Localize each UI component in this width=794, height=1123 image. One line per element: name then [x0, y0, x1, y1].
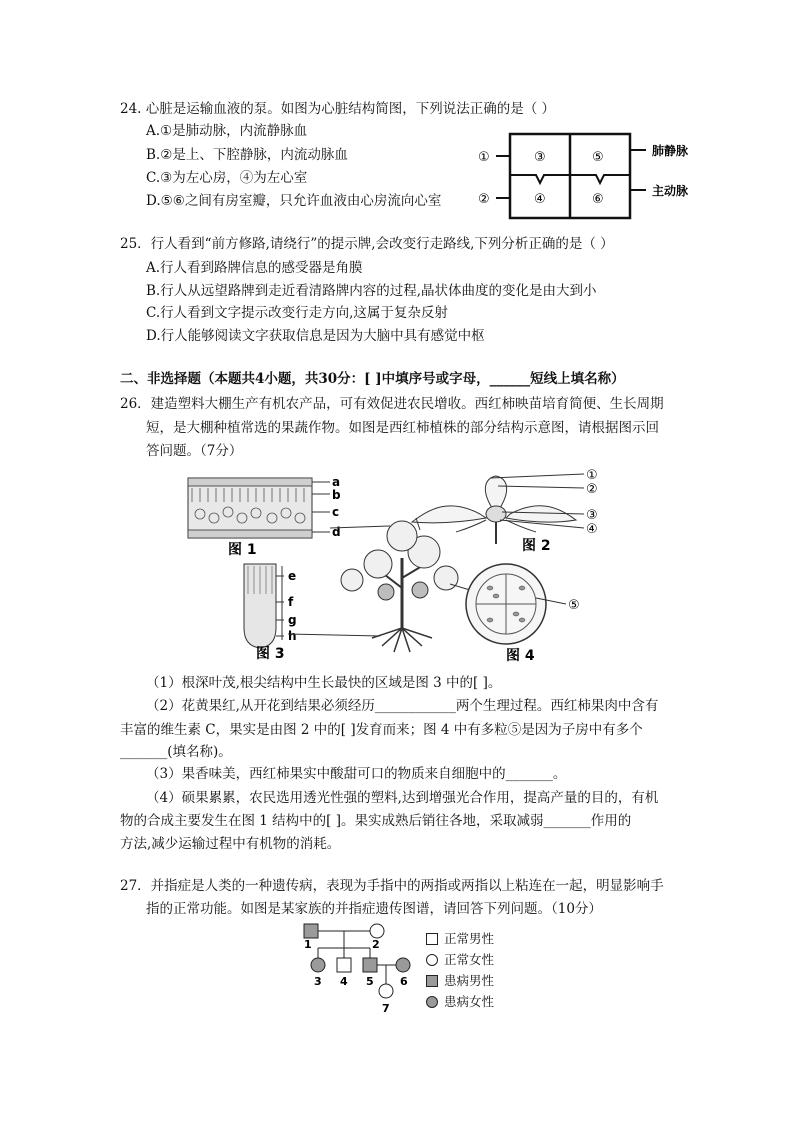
q25-stem: 25．行人看到“前方修路,请绕行”的提示牌,会改变行走路线,下列分析正确的是（ ）: [120, 236, 614, 252]
fig2-part-2: ②: [586, 482, 598, 497]
pedigree-individual-6: [396, 958, 410, 972]
fig3-root-tip: [244, 564, 297, 662]
filled-circle-icon: [426, 996, 438, 1008]
fig3-part-h: h: [288, 629, 297, 643]
fig4-fruit-section: [466, 564, 580, 664]
fig1-part-c: c: [332, 505, 340, 519]
q26-stem-line3: 答问题。（7分）: [146, 443, 243, 459]
q26-sub4-line3: 方法,减少运输过程中有机物的消耗。: [120, 836, 341, 852]
fig1-part-d: d: [332, 525, 341, 539]
fig2-flower: [412, 468, 598, 554]
heart-label-1: ①: [478, 150, 490, 165]
heart-chamber-3: ③: [534, 150, 546, 165]
q24-option-d: D.⑤⑥之间有房室瓣，只允许血液由心房流向心室: [146, 193, 442, 209]
q27-stem-line1: 27．并指症是人类的一种遗传病，表现为手指中的两指或两指以上粘连在一起，明显影响手: [120, 878, 664, 894]
fig1-part-b: b: [332, 488, 341, 502]
q26-sub4-line1: （4）硕果累累，农民选用透光性强的塑料,达到增强光合作用，提高产量的目的，有机: [146, 790, 659, 806]
legend-normal-male: 正常男性: [426, 929, 494, 947]
q24-stem: 24. 心脏是运输血液的泵。如图为心脏结构简图，下列说法正确的是（ ）: [120, 101, 556, 117]
q26-sub1: （1）根深叶茂,根尖结构中生长最快的区域是图 3 中的[ ]。: [146, 675, 502, 691]
q26-sub2-line2: 丰富的维生素 C，果实是由图 2 中的[ ]发育而来；图 4 中有多粒⑤是因为子房中有多个: [120, 722, 643, 738]
pedigree-individual-1: [304, 924, 318, 938]
fig2-label: 图 2: [522, 538, 551, 554]
q24-option-a: A.①是肺动脉，内流静脉血: [146, 123, 308, 139]
fig1-leaf-section: [188, 475, 341, 558]
q24-option-c: C.③为左心房，④为左心室: [146, 170, 308, 186]
fig2-part-4: ④: [586, 522, 598, 537]
heart-label-2: ②: [478, 192, 490, 207]
fig1-label: 图 1: [228, 542, 257, 558]
q26-sub3: （3）果香味美，西红柿果实中酸甜可口的物质来自细胞中的_______。: [146, 766, 567, 782]
pedigree-label-6: 6: [400, 975, 408, 988]
heart-label-pulmonary-vein: 肺静脉: [652, 144, 689, 158]
q24-option-b: B.②是上、下腔静脉，内流动脉血: [146, 147, 348, 163]
heart-chamber-5: ⑤: [592, 150, 604, 165]
tomato-plant-figure: [180, 468, 620, 664]
pedigree-label-4: 4: [340, 975, 348, 988]
q26-sub2-line1: （2）花黄果红,从开花到结果必须经历____________两个生理过程。西红柿果肉中含有: [146, 698, 659, 714]
q25-option-d: D.行人能够阅读文字获取信息是因为大脑中具有感觉中枢: [146, 328, 485, 344]
pedigree-individual-7: [379, 984, 393, 998]
heart-chamber-6: ⑥: [592, 192, 604, 207]
pedigree-individual-4: [337, 958, 351, 972]
pedigree-label-1: 1: [304, 938, 312, 951]
legend-normal-female: 正常女性: [426, 950, 494, 968]
q25-option-a: A.行人看到路牌信息的感受器是角膜: [146, 260, 363, 276]
pedigree-individual-3: [311, 958, 325, 972]
pedigree-individual-2: [370, 924, 384, 938]
q26-sub4-line2: 物的合成主要发生在图 1 结构中的[ ]。果实成熟后销往各地，采取减弱_______作用的: [120, 813, 632, 829]
legend-affected-female: 患病女性: [426, 992, 494, 1010]
q25-option-c: C.行人看到文字提示改变行走方向,这属于复杂反射: [146, 305, 448, 321]
pedigree-label-7: 7: [382, 1002, 390, 1015]
fig2-part-1: ①: [586, 468, 598, 483]
filled-square-icon: [426, 975, 438, 987]
q26-stem-line2: 短，是大棚种植常选的果蔬作物。如图是西红柿植株的部分结构示意图，请根据图示回: [146, 420, 659, 436]
fig2-part-3: ③: [586, 508, 598, 523]
fig3-part-f: f: [288, 595, 294, 609]
fig3-part-g: g: [288, 613, 297, 627]
tomato-plant-drawing: [288, 518, 470, 652]
square-icon: [426, 933, 438, 945]
pedigree-individual-5: [363, 958, 377, 972]
heart-diagram: [478, 128, 708, 228]
fig4-part-5: ⑤: [568, 598, 580, 613]
fig3-part-e: e: [288, 569, 297, 583]
q26-stem-line1: 26．建造塑料大棚生产有机农产品，可有效促进农民增收。西红柿映苗培育简便、生长周期: [120, 396, 664, 412]
heart-chamber-4: ④: [534, 192, 546, 207]
q27-stem-line2: 指的正常功能。如图是某家族的并指症遗传图谱，请回答下列问题。（10分）: [146, 901, 602, 917]
q25-option-b: B.行人从远望路牌到走近看清路牌内容的过程,晶状体曲度的变化是由大到小: [146, 283, 597, 299]
circle-icon: [426, 954, 438, 966]
pedigree-label-5: 5: [366, 975, 374, 988]
q26-sub2-line3: _______(填名称)。: [120, 744, 232, 760]
pedigree-label-2: 2: [372, 938, 380, 951]
legend-affected-male: 患病男性: [426, 971, 494, 989]
pedigree-label-3: 3: [314, 975, 322, 988]
heart-label-aorta: 主动脉: [652, 184, 689, 198]
fig3-label: 图 3: [256, 646, 285, 662]
section2-heading: 二、非选择题（本题共4小题，共30分：[ ]中填序号或字母，______短线上填名称）: [120, 371, 625, 387]
fig4-label: 图 4: [506, 648, 535, 664]
fig1-part-a: a: [332, 475, 341, 489]
